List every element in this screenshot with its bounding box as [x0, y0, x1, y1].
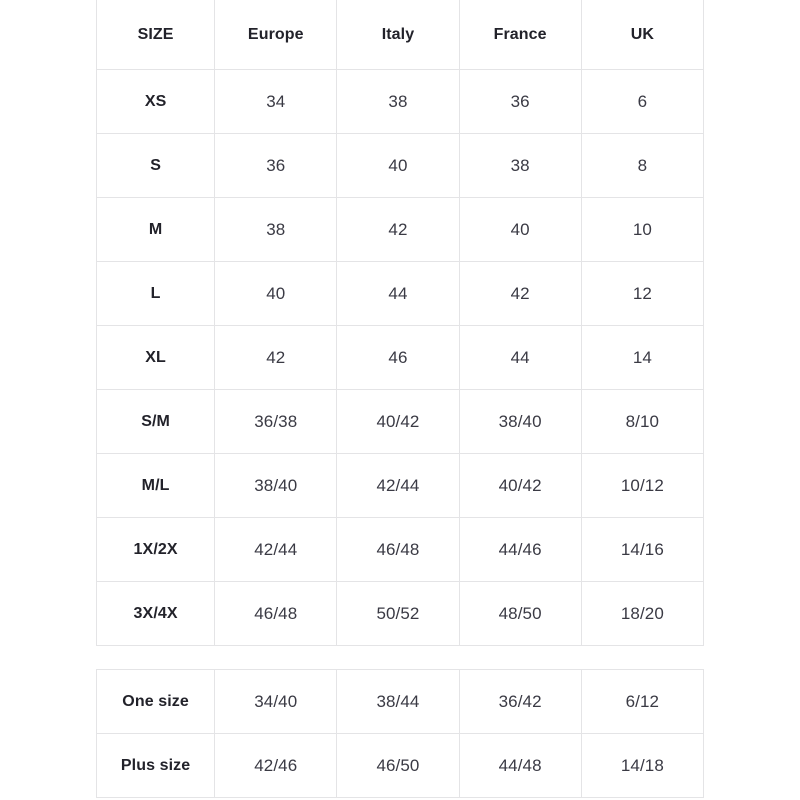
- cell-uk: 18/20: [581, 582, 703, 646]
- cell-europe: 34: [215, 70, 337, 134]
- cell-italy: 38: [337, 70, 459, 134]
- cell-europe: 42/46: [215, 734, 337, 798]
- table-row: [97, 262, 704, 326]
- one-size-conversion-table-container: [96, 669, 704, 798]
- table-row: [97, 670, 704, 734]
- cell-uk: 14: [581, 326, 703, 390]
- cell-uk: 6: [581, 70, 703, 134]
- table-row: [97, 454, 704, 518]
- cell-uk: 6/12: [581, 670, 703, 734]
- cell-italy: 46/50: [337, 734, 459, 798]
- table-row: [97, 70, 704, 134]
- row-label: XS: [97, 70, 215, 134]
- table-header-row: [97, 0, 704, 70]
- cell-europe: 38: [215, 198, 337, 262]
- table-row: [97, 390, 704, 454]
- row-label: 3X/4X: [97, 582, 215, 646]
- row-label: M: [97, 198, 215, 262]
- cell-uk: 10/12: [581, 454, 703, 518]
- size-conversion-table: [96, 0, 704, 646]
- row-label: M/L: [97, 454, 215, 518]
- cell-italy: 50/52: [337, 582, 459, 646]
- cell-france: 36/42: [459, 670, 581, 734]
- cell-italy: 44: [337, 262, 459, 326]
- row-label: One size: [97, 670, 215, 734]
- cell-italy: 42: [337, 198, 459, 262]
- column-header-uk: UK: [581, 0, 703, 70]
- cell-france: 44/46: [459, 518, 581, 582]
- cell-uk: 10: [581, 198, 703, 262]
- row-label: 1X/2X: [97, 518, 215, 582]
- cell-italy: 40: [337, 134, 459, 198]
- cell-france: 36: [459, 70, 581, 134]
- table-row: [97, 198, 704, 262]
- cell-uk: 12: [581, 262, 703, 326]
- table-row: [97, 134, 704, 198]
- row-label: Plus size: [97, 734, 215, 798]
- column-header-italy: Italy: [337, 0, 459, 70]
- cell-europe: 36/38: [215, 390, 337, 454]
- cell-france: 38/40: [459, 390, 581, 454]
- cell-france: 48/50: [459, 582, 581, 646]
- cell-europe: 46/48: [215, 582, 337, 646]
- cell-france: 40/42: [459, 454, 581, 518]
- size-conversion-table-container: [96, 0, 704, 646]
- cell-france: 44/48: [459, 734, 581, 798]
- cell-italy: 46: [337, 326, 459, 390]
- cell-europe: 36: [215, 134, 337, 198]
- cell-uk: 8: [581, 134, 703, 198]
- cell-uk: 14/18: [581, 734, 703, 798]
- cell-europe: 34/40: [215, 670, 337, 734]
- cell-france: 38: [459, 134, 581, 198]
- row-label: S/M: [97, 390, 215, 454]
- cell-italy: 38/44: [337, 670, 459, 734]
- column-header-europe: Europe: [215, 0, 337, 70]
- table-row: [97, 582, 704, 646]
- column-header-size: SIZE: [97, 0, 215, 70]
- cell-europe: 42/44: [215, 518, 337, 582]
- cell-uk: 8/10: [581, 390, 703, 454]
- cell-italy: 40/42: [337, 390, 459, 454]
- table-row: [97, 734, 704, 798]
- cell-uk: 14/16: [581, 518, 703, 582]
- row-label: S: [97, 134, 215, 198]
- cell-france: 44: [459, 326, 581, 390]
- cell-france: 40: [459, 198, 581, 262]
- column-header-france: France: [459, 0, 581, 70]
- cell-france: 42: [459, 262, 581, 326]
- cell-europe: 38/40: [215, 454, 337, 518]
- row-label: L: [97, 262, 215, 326]
- table-row: [97, 326, 704, 390]
- cell-europe: 42: [215, 326, 337, 390]
- cell-europe: 40: [215, 262, 337, 326]
- table-row: [97, 518, 704, 582]
- cell-italy: 46/48: [337, 518, 459, 582]
- one-size-conversion-table: [96, 669, 704, 798]
- cell-italy: 42/44: [337, 454, 459, 518]
- row-label: XL: [97, 326, 215, 390]
